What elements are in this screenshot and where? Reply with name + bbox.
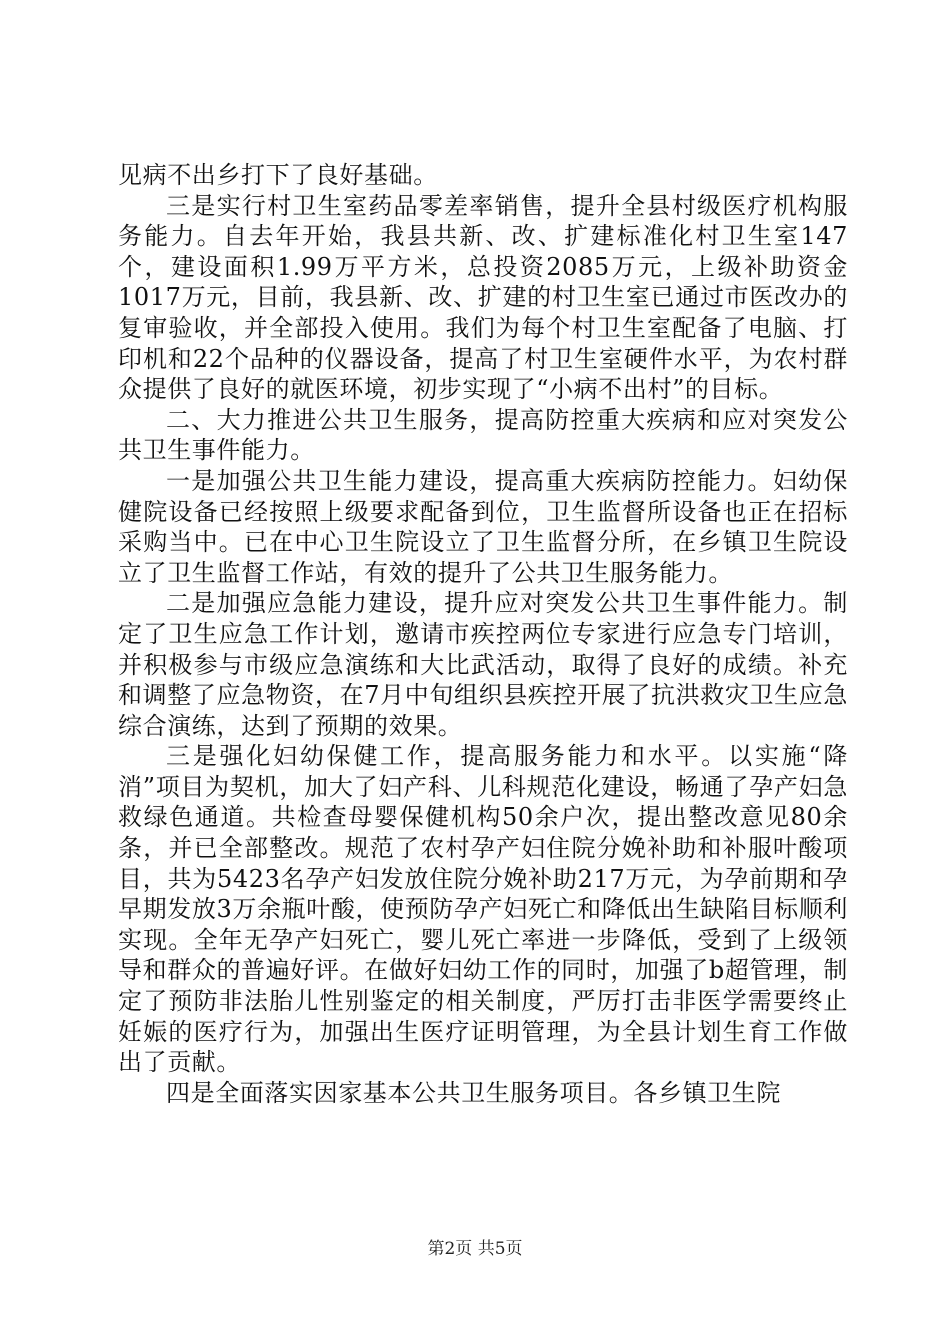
paragraph-continuation: 见病不出乡打下了良好基础。 (118, 161, 438, 189)
paragraph-basic-public-health: 四是全面落实因家基本公共卫生服务项目。各乡镇卫生院 (166, 1078, 781, 1107)
document-body (118, 160, 848, 1108)
section-heading-public-health: 二、大力推进公共卫生服务，提高防控重大疾病和应对突发公共卫生事件能力。 (118, 405, 848, 465)
paragraph-capacity-building: 一是加强公共卫生能力建设，提高重大疾病防控能力。妇幼保健院设备已经按照上级要求配备到位，卫生监督所设备也正在招标采购当中。已在中心卫生院设立了卫生监督分所，在乡镇卫生院设立了卫生监督工作站，有效的提升了公共卫生服务能力。 (118, 466, 848, 587)
paragraph-emergency-response: 二是加强应急能力建设，提升应对突发公共卫生事件能力。制定了卫生应急工作计划，邀请市疾控两位专家进行应急专门培训，并积极参与市级应急演练和大比武活动，取得了良好的成绩。补充和调整了应急物资，在7月中旬组织县疾控开展了抗洪救灾卫生应急综合演练，达到了预期的效果。 (118, 589, 848, 740)
paragraph-village-clinics: 三是实行村卫生室药品零差率销售，提升全县村级医疗机构服务能力。自去年开始，我县共新、改、扩建标准化村卫生室147个，建设面积1.99万平方米，总投资2085万元，上级补助资金1017万元，目前，我县新、改、扩建的村卫生室已通过市医改办的复审验收，并全部投入使用。我们为每个村卫生室配备了电脑、打印机和22个品种的仪器设备，提高了村卫生室硬件水平，为农村群众提供了良好的就医环境，初步实现了“小病不出村”的目标。 (118, 191, 848, 404)
paragraph-maternal-child-health: 三是强化妇幼保健工作，提高服务能力和水平。以实施“降消”项目为契机，加大了妇产科、儿科规范化建设，畅通了孕产妇急救绿色通道。共检查母婴保健机构50余户次，提出整改意见80余条，并已全部整改。规范了农村孕产妇住院分娩补助和补服叶酸项目，共为5423名孕产妇发放住院分娩补助217万元，为孕前期和孕早期发放3万余瓶叶酸，使预防孕产妇死亡和降低出生缺陷目标顺利实现。全年无孕产妇死亡，婴儿死亡率进一步降低，受到了上级领导和群众的普遍好评。在做好妇幼工作的同时，加强了b超管理，制定了预防非法胎儿性别鉴定的相关制度，严厉打击非医学需要终止妊娠的医疗行为，加强出生医疗证明管理，为全县计划生育工作做出了贡献。 (118, 742, 848, 1077)
page-footer: 第2页 共5页 (427, 1239, 523, 1259)
